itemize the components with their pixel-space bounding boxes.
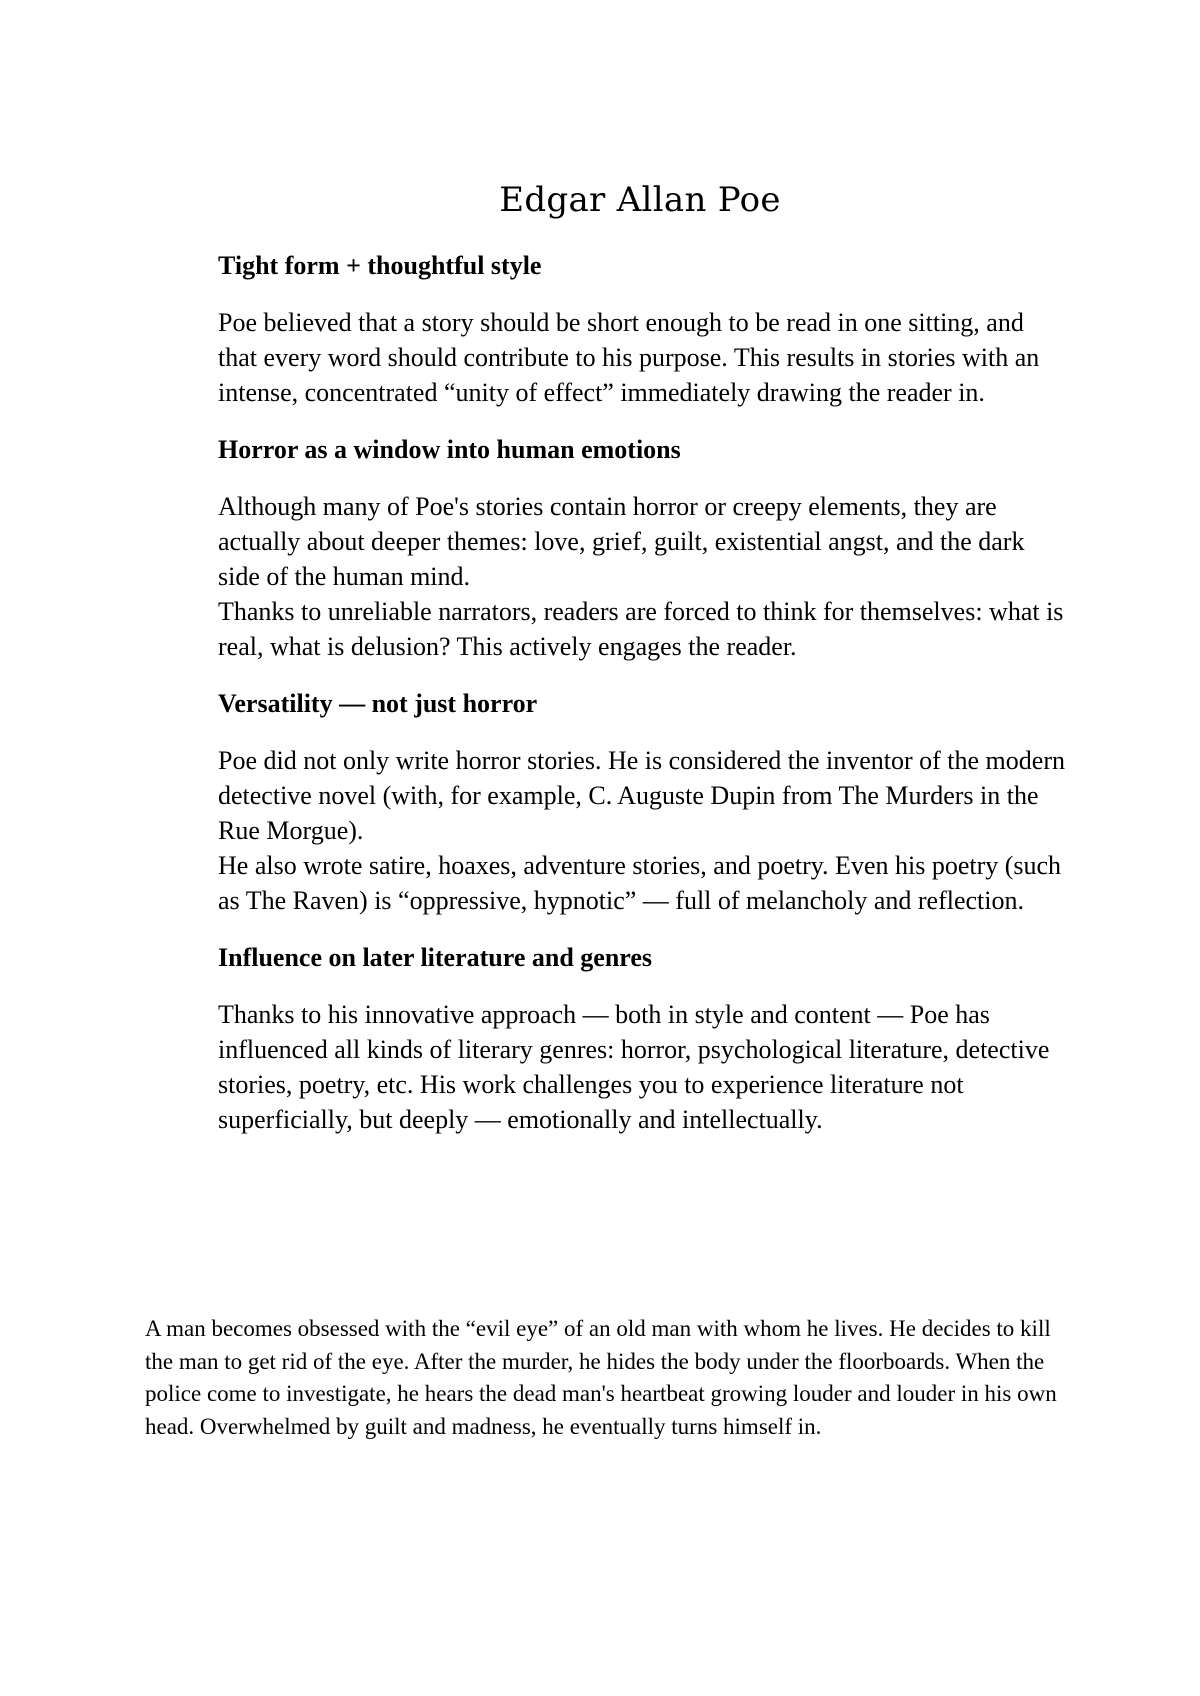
- document-body: [218, 248, 1068, 1159]
- section-paragraph: Thanks to unreliable narrators, readers are forced to think for themselves: what is real, what is delusion? This actively engages the reader.: [218, 597, 1064, 661]
- section-paragraph: Poe did not only write horror stories. He is considered the inventor of the modern detective novel (with, for example, C. Auguste Dupin from The Murders in the Rue Morgue).: [218, 746, 1065, 845]
- section-paragraph: Thanks to his innovative approach — both in style and content — Poe has influenced all kinds of literary genres: horror, psychological literature, detective stories, poetry, etc. His work challenges you to experience literature not superficially, but deeply — emotionally and intellectually.: [218, 1000, 1050, 1134]
- section-paragraph: Poe believed that a story should be short enough to be read in one sitting, and that every word should contribute to his purpose. This results in stories with an intense, concentrated “unity of effect” immediately drawing the reader in.: [218, 308, 1040, 407]
- section-paragraph: He also wrote satire, hoaxes, adventure stories, and poetry. Even his poetry (such as The Raven) is “oppressive, hypnotic” — full of melancholy and reflection.: [218, 851, 1062, 915]
- section-heading: Versatility — not just horror: [218, 689, 538, 718]
- story-summary: A man becomes obsessed with the “evil eye” of an old man with whom he lives. He decides to kill the man to get rid of the eye. After the murder, he hides the body under the floorboards. When the police come to investigate, he hears the dead man's heartbeat growing louder and louder in his own head. Overwhelmed by guilt and madness, he eventually turns himself in.: [145, 1316, 1057, 1439]
- section-heading: Influence on later literature and genres: [218, 943, 653, 972]
- section-paragraph: Although many of Poe's stories contain horror or creepy elements, they are actually about deeper themes: love, grief, guilt, existential angst, and the dark side of the human mind.: [218, 492, 1025, 591]
- section-heading: Tight form + thoughtful style: [218, 251, 542, 280]
- section-heading: Horror as a window into human emotions: [218, 435, 681, 464]
- page-title: Edgar Allan Poe: [499, 180, 781, 220]
